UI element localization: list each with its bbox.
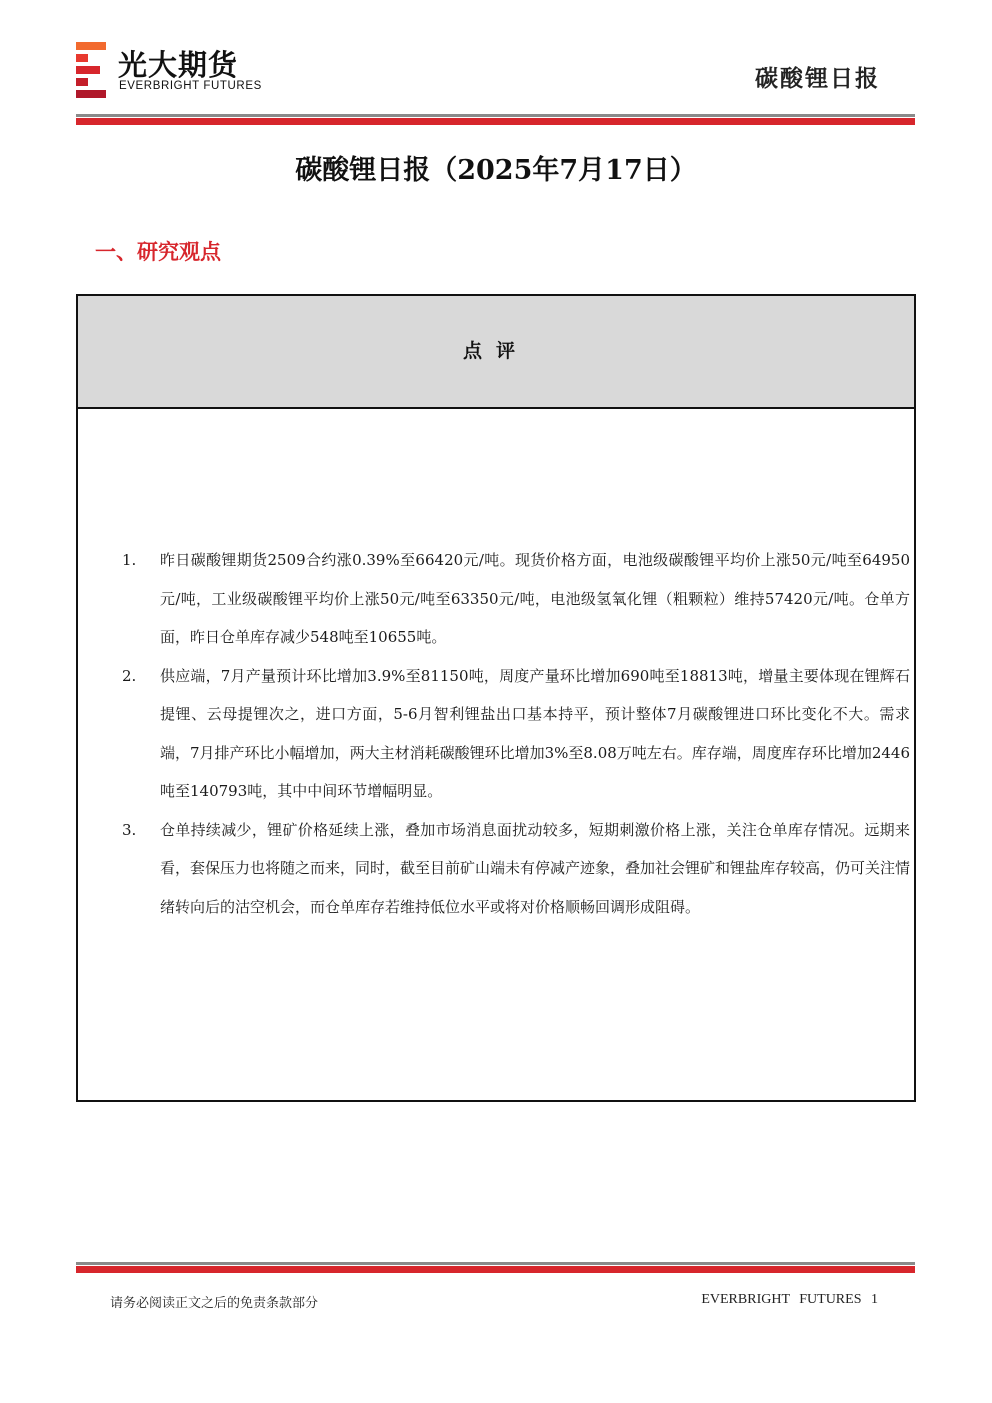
- page-number: 1: [871, 1292, 878, 1307]
- list-item-number: 2.: [122, 666, 137, 685]
- comment-list: [78, 541, 914, 926]
- list-item: [78, 657, 914, 811]
- footer-brand: EVERBRIGHT FUTURES: [701, 1292, 862, 1307]
- list-item: [78, 541, 914, 657]
- list-item-text: 仓单持续减少，锂矿价格延续上涨，叠加市场消息面扰动较多，短期刺激价格上涨，关注仓单库存情况。远期来看，套保压力也将随之而来，同时，截至目前矿山端未有停减产迹象，叠加社会锂矿和锂盐库存较高，仍可关注情绪转向后的沽空机会，而仓单库存若维持低位水平或将对价格顺畅回调形成阻碍。: [160, 820, 911, 916]
- logo-english-name: EVERBRIGHT FUTURES: [119, 80, 262, 92]
- company-logo: [76, 42, 286, 100]
- document-title: 碳酸锂日报（2025年7月17日）: [295, 155, 697, 186]
- list-item: [78, 811, 914, 927]
- footer-disclaimer: 请务必阅读正文之后的免责条款部分: [110, 1296, 319, 1311]
- header-report-title: 碳酸锂日报: [755, 66, 880, 92]
- footer-divider: [76, 1262, 915, 1273]
- comment-box-header: 点评: [78, 296, 914, 409]
- comment-box: [76, 294, 916, 1102]
- everbright-e-logo-icon: [76, 42, 106, 98]
- section-heading: 一、研究观点: [95, 240, 221, 264]
- logo-chinese-name: 光大期货: [118, 48, 239, 82]
- list-item-number: 1.: [122, 551, 137, 569]
- header-divider: [76, 114, 915, 125]
- list-item-number: 3.: [122, 820, 137, 839]
- list-item-text: 昨日碳酸锂期货2509合约涨0.39%至66420元/吨。现货价格方面，电池级碳酸锂平均价上涨50元/吨至64950元/吨，工业级碳酸锂平均价上涨50元/吨至63350元/吨，电池级氢氧化锂（粗颗粒）维持57420元/吨。仓单方面，昨日仓单库存减少548吨至10655吨。: [160, 551, 910, 646]
- footer-brand-and-page: [701, 1292, 878, 1308]
- list-item-text: 供应端，7月产量预计环比增加3.9%至81150吨，周度产量环比增加690吨至18813吨，增量主要体现在锂辉石提锂、云母提锂次之，进口方面，5-6月智利锂盐出口基本持平，预计整体7月碳酸锂进口环比变化不大。需求端，7月排产环比小幅增加，两大主材消耗碳酸锂环比增加3%至8.08万吨左右。库存端，周度库存环比增加2446吨至140793吨，其中中间环节增幅明显。: [160, 666, 910, 800]
